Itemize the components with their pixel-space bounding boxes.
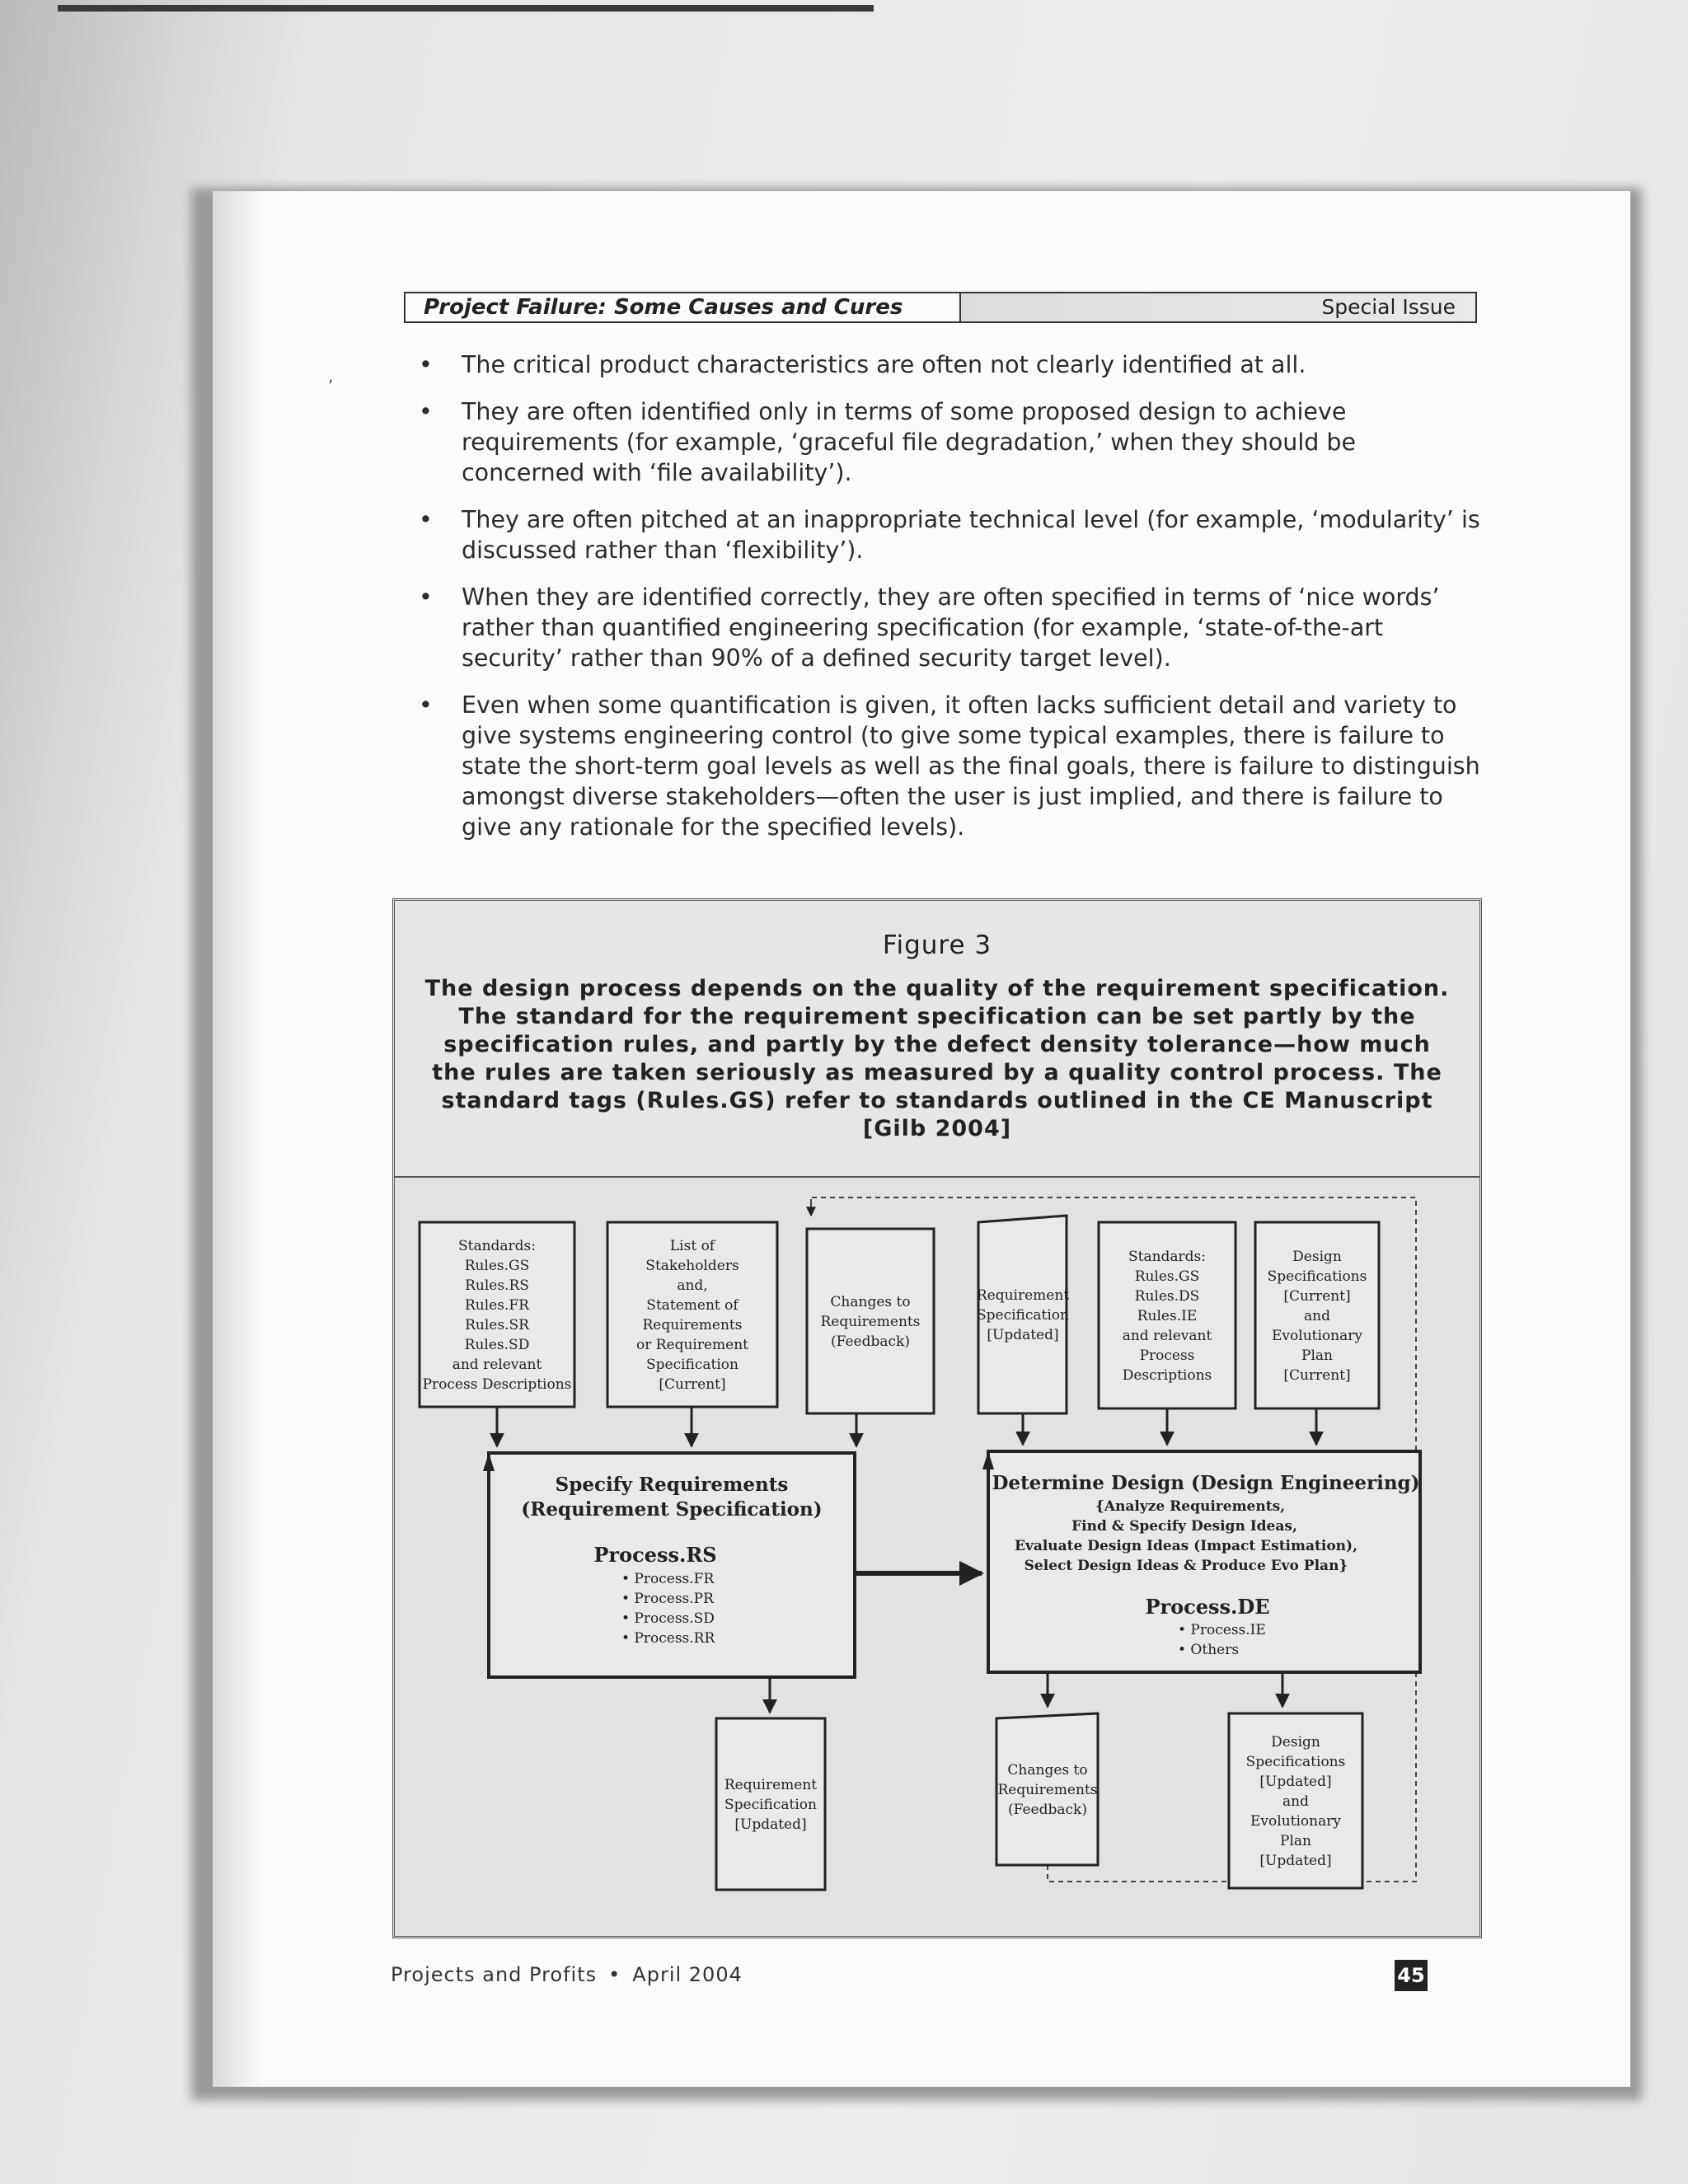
process-rs-subtitle: (Requirement Specification) <box>521 1498 823 1521</box>
box-label-line: and relevant <box>1122 1328 1212 1344</box>
process-de-detail: Select Design Ideas & Produce Evo Plan} <box>1024 1558 1348 1574</box>
process-diagram <box>395 901 1484 1941</box>
box-label-line: Standards: <box>1128 1249 1207 1265</box>
box-label-line: Specification <box>977 1307 1069 1324</box>
footer-date: April 2004 <box>632 1963 743 1986</box>
box-label-line: (Feedback) <box>831 1333 910 1350</box>
document-page <box>213 191 1630 2087</box>
box-label-line: [Current] <box>1283 1288 1351 1305</box>
process-de-sub: • Others <box>1178 1642 1240 1658</box>
process-de-name: Process.DE <box>1145 1595 1270 1619</box>
bullet-item: • Even when some quantification is given, it often lacks sufficient detail and variety to give systems engineering control (to give some typical examples, there is failure to state the short-term goal levels as well as the final goals, there is failure to distinguish amongst diverse stakeholders—often the user is just implied, and there is failure to give any rationale for the specified levels). <box>419 690 1482 842</box>
box-label-line: Rules.FR <box>465 1297 529 1314</box>
box-label-line: Evolutionary <box>1250 1813 1341 1830</box>
running-header <box>404 292 1477 323</box>
stray-mark: ‚ <box>328 366 334 386</box>
box-label-line: and, <box>677 1277 708 1294</box>
box-label-line: Changes to <box>830 1294 911 1310</box>
box-label-line: Rules.GS <box>464 1258 530 1274</box>
box-label-line: Specification <box>646 1357 738 1373</box>
figure-title: Figure 3 <box>882 930 992 960</box>
process-de-sub: • Process.IE <box>1178 1622 1266 1638</box>
bullet-item: • The critical product characteristics are often not clearly identified at all. <box>419 349 1482 380</box>
box-label-line: List of <box>669 1238 715 1254</box>
box-label-line: Stakeholders <box>645 1258 739 1274</box>
header-section: Special Issue <box>1321 295 1456 319</box>
box-label-line: Descriptions <box>1122 1367 1212 1384</box>
box-label-line: Rules.SR <box>465 1317 529 1333</box>
box-label-line: and relevant <box>452 1357 542 1373</box>
process-rs-title: Specify Requirements <box>555 1474 789 1496</box>
box-label-line: [Updated] <box>1259 1774 1332 1790</box>
bullet-item: • When they are identified correctly, they are often specified in terms of ‘nice words’ rather than quantified engineering specification (for example, ‘state-of-the-art security’ rather than 90% of a defined security target level). <box>419 582 1482 673</box>
process-rs-sub: • Process.RR <box>621 1630 715 1647</box>
box-label-line: Specification <box>724 1797 817 1813</box>
box-label-line: Requirement <box>724 1777 818 1793</box>
footer-publication-line <box>391 1963 743 1986</box>
process-rs-sub: • Process.SD <box>621 1610 715 1627</box>
box-label-line: (Feedback) <box>1008 1802 1087 1818</box>
box-label-line: Design <box>1271 1734 1320 1750</box>
header-title: Project Failure: Some Causes and Cures <box>406 293 961 321</box>
box-label-line: Requirements <box>820 1314 921 1330</box>
header-fill <box>961 293 1475 321</box>
footer-separator: • <box>608 1963 621 1986</box>
box-label-line: or Requirement <box>635 1337 749 1353</box>
box-label-line: Changes to <box>1007 1762 1088 1779</box>
out-req-spec-text <box>724 1777 817 1833</box>
box-label-line: Design <box>1292 1249 1342 1265</box>
box-label-line: Rules.IE <box>1137 1308 1198 1324</box>
box-label-line: [Current] <box>659 1376 726 1393</box>
box-label-line: Plan <box>1280 1833 1311 1849</box>
binding-shadow <box>213 191 262 2087</box>
process-rs-name: Process.RS <box>593 1543 717 1567</box>
bullet-list <box>419 349 1482 859</box>
page-number: 45 <box>1395 1960 1428 1991</box>
changes-text <box>820 1294 920 1350</box>
figure-caption: The design process depends on the quality of the requirement specification. The standard for the requirement specification can be set partly by the specification rules, and partly by the defect density tolerance—how much the rules are taken seriously as measured by a quality control process. The standard tags (Rules.GS) refer to standards outlined in the CE Manuscript [Gilb 2004] <box>424 976 1450 1141</box>
bullet-item: • They are often pitched at an inappropriate technical level (for example, ‘modularity’ is discussed rather than ‘flexibility’). <box>419 504 1482 565</box>
box-label-line: Requirement <box>976 1287 1070 1304</box>
box-label-line: [Updated] <box>987 1327 1059 1343</box>
box-label-line: Standards: <box>457 1238 537 1254</box>
box-label-line: [Updated] <box>1259 1853 1332 1869</box>
box-label-line: Specifications <box>1245 1754 1346 1770</box>
box-label-line: [Updated] <box>734 1816 807 1833</box>
bullet-item: • They are often identified only in terms of some proposed design to achieve requirements (for example, ‘graceful file degradation,’ when they should be concerned with ‘file availability’). <box>419 396 1482 488</box>
process-de-detail: Find & Specify Design Ideas, <box>1071 1518 1297 1535</box>
box-label-line: Evolutionary <box>1272 1328 1362 1344</box>
box-label-line: Rules.DS <box>1134 1288 1200 1305</box>
box-label-line: Rules.RS <box>465 1277 529 1294</box>
box-label-line: Requirements <box>997 1782 1098 1798</box>
box-label-line: Statement of <box>646 1297 738 1314</box>
box-label-line: Requirements <box>642 1317 743 1333</box>
box-label-line: and <box>1282 1793 1309 1810</box>
req-spec-text <box>977 1287 1069 1343</box>
out-changes-text <box>997 1762 1097 1818</box>
figure-3 <box>392 898 1482 1938</box>
box-label-line: Plan <box>1301 1347 1333 1364</box>
box-label-line: [Current] <box>1283 1367 1351 1384</box>
box-label-line: Process Descriptions <box>422 1376 572 1393</box>
process-rs-sub: • Process.PR <box>621 1591 714 1607</box>
box-label-line: Specifications <box>1267 1268 1367 1285</box>
process-de-detail: {Analyze Requirements, <box>1095 1498 1286 1515</box>
process-de-title: Determine Design (Design Engineering) <box>992 1472 1420 1494</box>
process-de-detail: Evaluate Design Ideas (Impact Estimation), <box>1014 1538 1358 1554</box>
box-label-line: Rules.GS <box>1134 1268 1200 1285</box>
scan-edge-line <box>58 5 874 12</box>
process-rs-sub: • Process.FR <box>621 1571 715 1587</box>
box-label-line: Rules.SD <box>464 1337 530 1353</box>
box-label-line: and <box>1304 1308 1330 1324</box>
box-label-line: Process <box>1139 1347 1195 1364</box>
footer-publication: Projects and Profits <box>391 1963 598 1986</box>
